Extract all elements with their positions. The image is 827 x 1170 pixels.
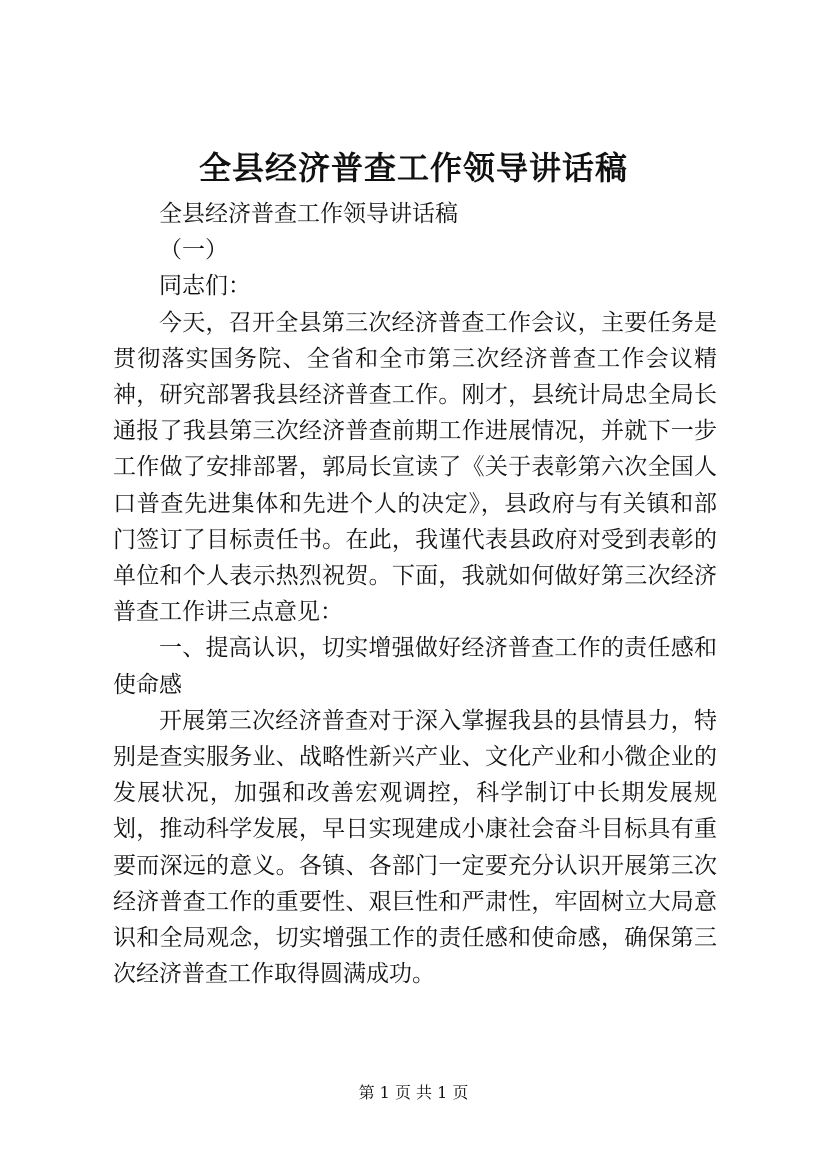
document-body bbox=[113, 196, 717, 992]
salutation: 同志们： bbox=[159, 273, 251, 300]
page-number: 第 1 页 共 1 页 bbox=[358, 1083, 469, 1102]
section-heading-1: 一、提高认识，切实增强做好经济普查工作的责任感和使命感 bbox=[113, 635, 717, 698]
document-title: 全县经济普查工作领导讲话稿 bbox=[198, 149, 628, 187]
section-marker: （一） bbox=[159, 237, 228, 264]
paragraph-intro: 今天，召开全县第三次经济普查工作会议，主要任务是贯彻落实国务院、全省和全市第三次经济普查工作会议精神，研究部署我县经济普查工作。刚才，县统计局忠全局长通报了我县第三次经济普查前期工作进展情况，并就下一步工作做了安排部署，郭局长宣读了《关于表彰第六次全国人口普查先进集体和先进个人的决定》，县政府与有关镇和部门签订了目标责任书。在此，我谨代表县政府对受到表彰的单位和个人表示热烈祝贺。下面，我就如何做好第三次经济普查工作讲三点意见： bbox=[113, 309, 717, 626]
paragraph-section-1: 开展第三次经济普查对于深入掌握我县的县情县力，特别是查实服务业、战略性新兴产业、文化产业和小微企业的发展状况，加强和改善宏观调控，科学制订中长期发展规划，推动科学发展，早日实现建成小康社会奋斗目标具有重要而深远的意义。各镇、各部门一定要充分认识开展第三次经济普查工作的重要性、艰巨性和严肃性，牢固树立大局意识和全局观念，切实增强工作的责任感和使命感，确保第三次经济普查工作取得圆满成功。 bbox=[113, 707, 717, 988]
document-subtitle: 全县经济普查工作领导讲话稿 bbox=[159, 201, 458, 227]
